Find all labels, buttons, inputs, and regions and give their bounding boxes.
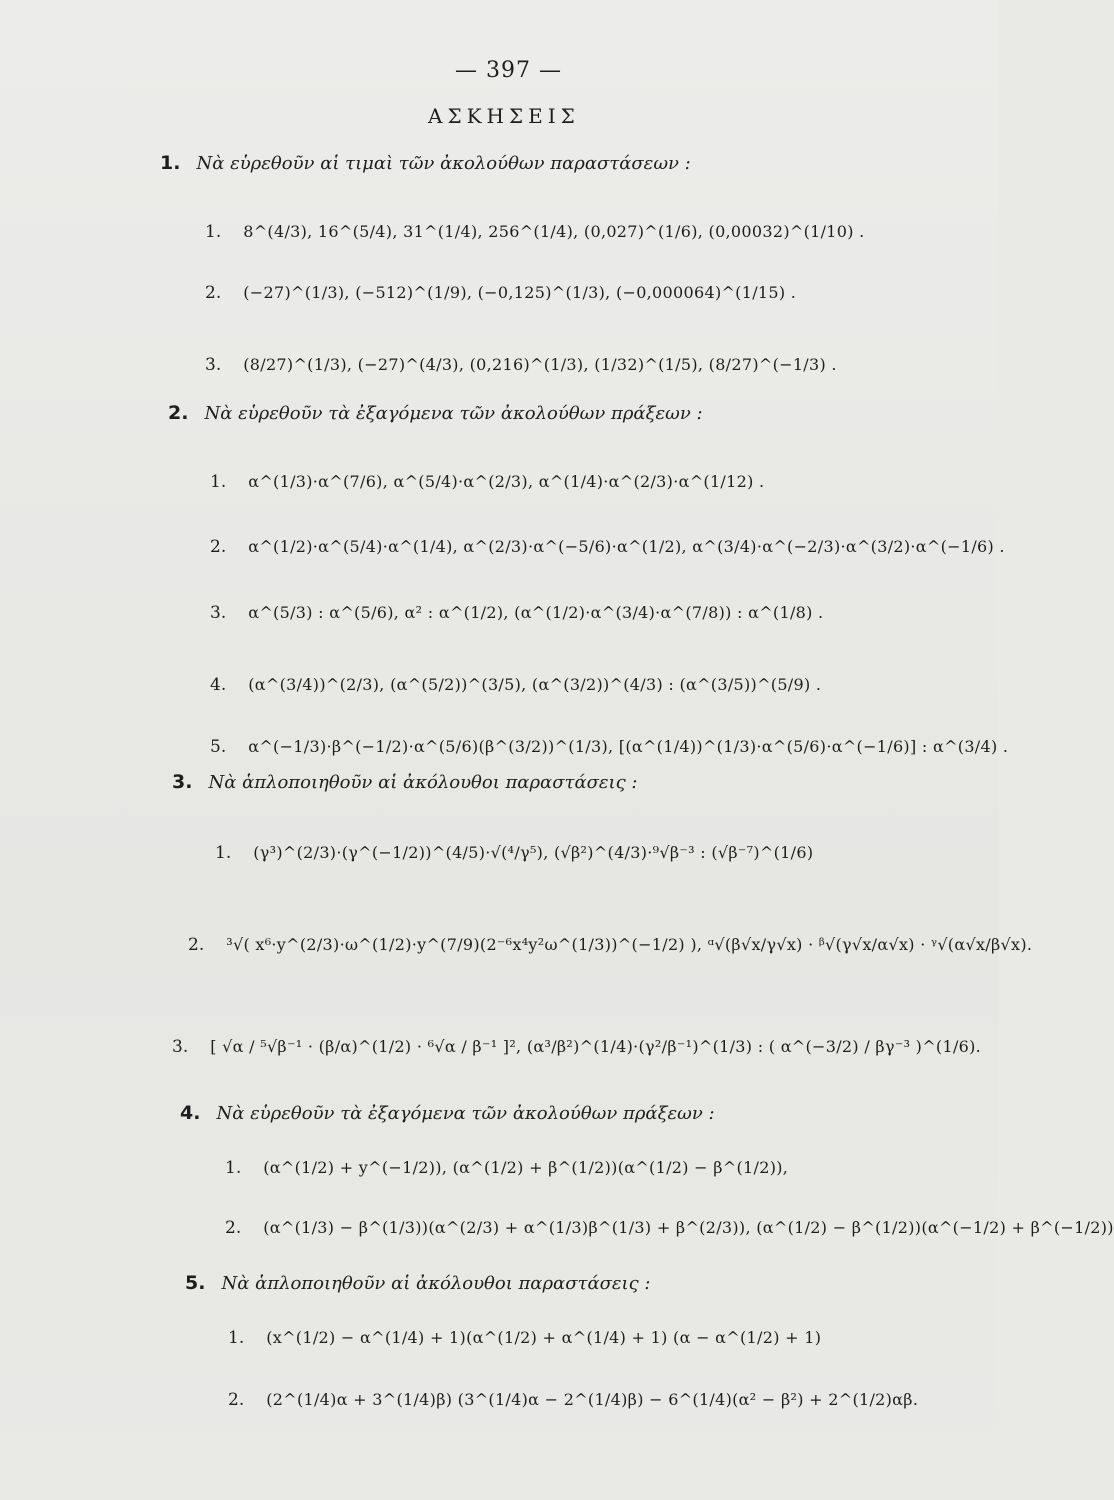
section-instruction: Νὰ εὑρεθοῦν τὰ ἐξαγόμενα τῶν ἀκολούθων πράξεων : [216, 1103, 715, 1124]
exercise-row [172, 1037, 981, 1057]
item-number: 3. [205, 355, 222, 375]
section-number: 5. [185, 1272, 206, 1294]
math-expression: (8/27)^(1/3), (−27)^(4/3), (0,216)^(1/3), (1/32)^(1/5), (8/27)^(−1/3) . [243, 355, 837, 374]
exercise-row [210, 675, 821, 695]
exercise-row [210, 737, 1008, 757]
math-expression: [ √α / ⁵√β⁻¹ · (β/α)^(1/2) · ⁶√α / β⁻¹ ]², (α³/β²)^(1/4)·(γ²/β⁻¹)^(1/3) : ( α^(−3/2) / βγ⁻³ )^(1/6). [210, 1037, 982, 1056]
math-expression: (−27)^(1/3), (−512)^(1/9), (−0,125)^(1/3), (−0,000064)^(1/15) . [243, 283, 797, 302]
exercise-row [205, 355, 837, 375]
item-number: 2. [188, 935, 205, 955]
item-number: 2. [210, 537, 227, 557]
exercise-row [225, 1218, 1114, 1238]
math-expression: α^(1/3)·α^(7/6), α^(5/4)·α^(2/3), α^(1/4)·α^(2/3)·α^(1/12) . [248, 472, 765, 491]
page-title: ΑΣΚΗΣΕΙΣ [428, 104, 580, 128]
item-number: 2. [228, 1390, 245, 1410]
math-expression: (2^(1/4)α + 3^(1/4)β) (3^(1/4)α − 2^(1/4)β) − 6^(1/4)(α² − β²) + 2^(1/2)αβ. [266, 1390, 919, 1409]
section-4-heading [180, 1102, 715, 1124]
section-3-heading [172, 771, 637, 793]
item-number: 5. [210, 737, 227, 757]
math-expression: (α^(3/4))^(2/3), (α^(5/2))^(3/5), (α^(3/2))^(4/3) : (α^(3/5))^(5/9) . [248, 675, 822, 694]
section-number: 4. [180, 1102, 201, 1124]
item-number: 4. [210, 675, 227, 695]
math-expression: (x^(1/2) − α^(1/4) + 1)(α^(1/2) + α^(1/4) + 1) (α − α^(1/2) + 1) [266, 1328, 822, 1347]
math-expression: 8^(4/3), 16^(5/4), 31^(1/4), 256^(1/4), (0,027)^(1/6), (0,00032)^(1/10) . [243, 222, 865, 241]
item-number: 1. [205, 222, 222, 242]
exercise-row [205, 283, 796, 303]
item-number: 1. [225, 1158, 242, 1178]
section-instruction: Νὰ εὑρεθοῦν τὰ ἐξαγόμενα τῶν ἀκολούθων πράξεων : [204, 403, 703, 424]
exercise-row [210, 472, 764, 492]
section-instruction: Νὰ ἁπλοποιηθοῦν αἱ ἀκόλουθοι παραστάσεις : [221, 1273, 651, 1294]
exercise-row [215, 843, 813, 863]
item-number: 1. [215, 843, 232, 863]
math-expression: ³√( x⁶·y^(2/3)·ω^(1/2)·y^(7/9)(2⁻⁶x⁴y²ω^(1/3))^(−1/2) ), ᵅ√(β√x/γ√x) · ᵝ√(γ√x/α√x) · ᵞ√(α√x/β√x). [226, 935, 1033, 954]
item-number: 2. [225, 1218, 242, 1238]
math-expression: α^(1/2)·α^(5/4)·α^(1/4), α^(2/3)·α^(−5/6)·α^(1/2), α^(3/4)·α^(−2/3)·α^(3/2)·α^(−1/6) . [248, 537, 1005, 556]
exercise-row [228, 1328, 821, 1348]
exercise-row [205, 222, 865, 242]
math-expression: (α^(1/3) − β^(1/3))(α^(2/3) + α^(1/3)β^(1/3) + β^(2/3)), (α^(1/2) − β^(1/2))(α^(−1/2) + β^(−1/2)) [263, 1218, 1114, 1237]
math-expression: α^(5/3) : α^(5/6), α² : α^(1/2), (α^(1/2)·α^(3/4)·α^(7/8)) : α^(1/8) . [248, 603, 824, 622]
item-number: 1. [228, 1328, 245, 1348]
section-2-heading [168, 402, 703, 424]
exercise-row [228, 1390, 918, 1410]
section-1-heading [160, 152, 691, 174]
section-instruction: Νὰ εὑρεθοῦν αἱ τιμαὶ τῶν ἀκολούθων παραστάσεων : [196, 153, 691, 174]
math-expression: (γ³)^(2/3)·(γ^(−1/2))^(4/5)·√(⁴/γ⁵), (√β²)^(4/3)·⁹√β⁻³ : (√β⁻⁷)^(1/6) [253, 843, 814, 862]
item-number: 3. [210, 603, 227, 623]
math-expression: α^(−1/3)·β^(−1/2)·α^(5/6)(β^(3/2))^(1/3), [(α^(1/4))^(1/3)·α^(5/6)·α^(−1/6)] : α^(3/4) . [248, 737, 1009, 756]
exercise-row [210, 603, 823, 623]
section-number: 1. [160, 152, 181, 174]
exercise-row [188, 935, 1032, 955]
exercise-row [210, 537, 1005, 557]
exercise-row [225, 1158, 788, 1178]
section-number: 3. [172, 771, 193, 793]
section-5-heading [185, 1272, 650, 1294]
item-number: 2. [205, 283, 222, 303]
item-number: 3. [172, 1037, 189, 1057]
item-number: 1. [210, 472, 227, 492]
section-number: 2. [168, 402, 189, 424]
math-expression: (α^(1/2) + y^(−1/2)), (α^(1/2) + β^(1/2))(α^(1/2) − β^(1/2)), [263, 1158, 789, 1177]
section-instruction: Νὰ ἁπλοποιηθοῦν αἱ ἀκόλουθοι παραστάσεις : [208, 772, 638, 793]
page-number: — 397 — [455, 58, 562, 83]
